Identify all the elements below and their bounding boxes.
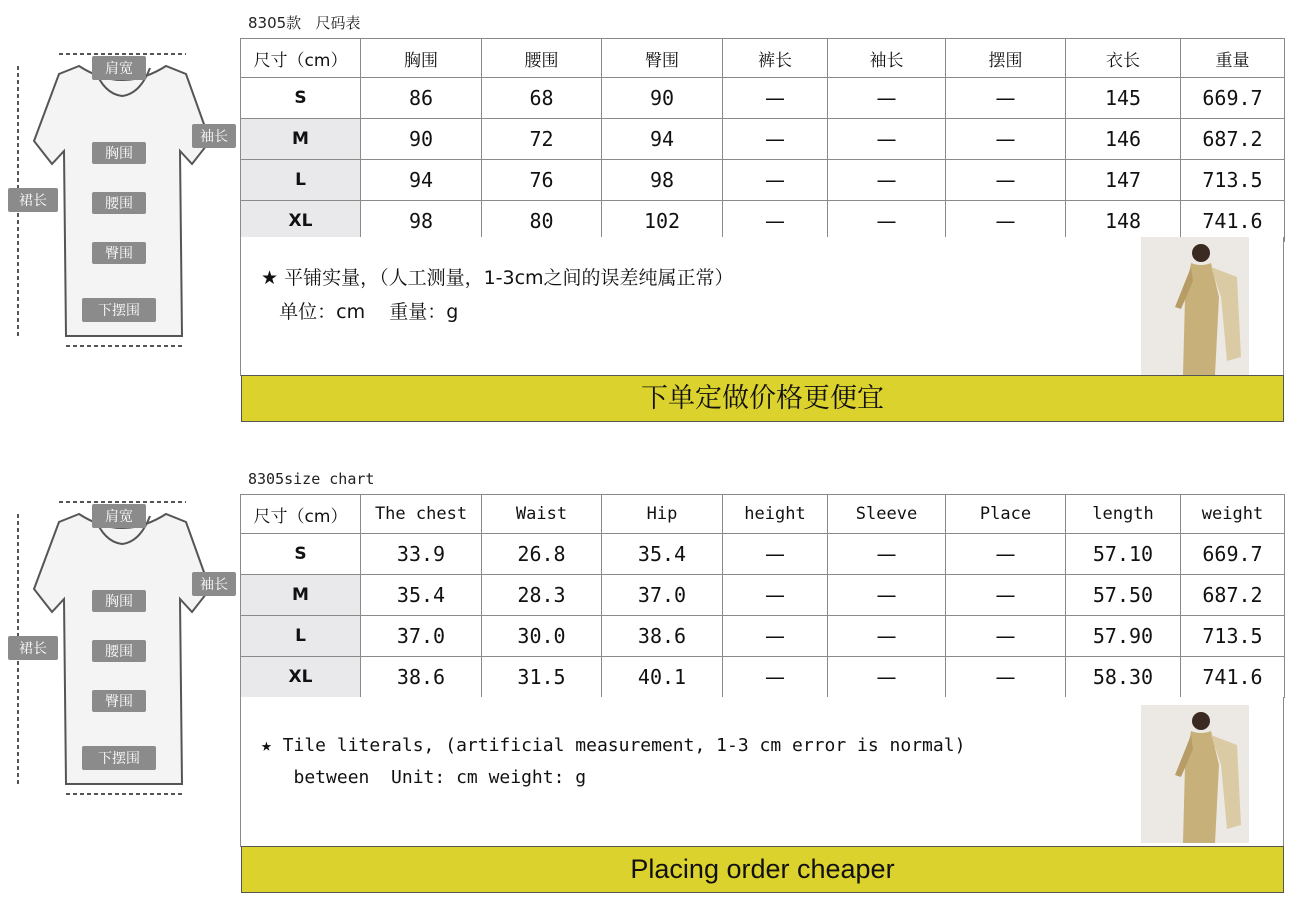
table-cell: 57.10 (1066, 534, 1181, 575)
size-cell: XL (241, 201, 361, 242)
table-cell: 86 (361, 78, 482, 119)
label-waist: 腰围 (105, 196, 133, 212)
cn-promo-banner: 下单定做价格更便宜 (241, 375, 1284, 422)
en-promo-banner: Placing order cheaper (241, 846, 1284, 893)
en-size-table (240, 494, 1285, 698)
en-note-line2: between Unit: cm weight: g (261, 767, 587, 788)
table-cell: 98 (602, 160, 723, 201)
table-cell: 33.9 (361, 534, 482, 575)
table-cell: 38.6 (361, 657, 482, 698)
label-hip: 臀围 (105, 246, 133, 262)
table-cell: — (723, 534, 828, 575)
table-cell: 37.0 (361, 616, 482, 657)
table-cell: — (946, 119, 1066, 160)
table-cell: 35.4 (602, 534, 723, 575)
table-cell: — (723, 119, 828, 160)
cn-note-line1: ★ 平铺实量，（人工测量，1-3cm之间的误差纯属正常） (261, 267, 734, 289)
table-row (241, 534, 1285, 575)
en-header-row (241, 495, 1285, 534)
size-cell: XL (241, 657, 361, 698)
label-waist: 腰围 (105, 644, 133, 660)
table-cell: 35.4 (361, 575, 482, 616)
table-row (241, 160, 1285, 201)
label-chest: 胸围 (105, 146, 133, 162)
col-header: height (723, 495, 828, 534)
col-header: 腰围 (482, 39, 602, 78)
label-shoulder: 肩宽 (105, 509, 133, 525)
table-cell: — (723, 575, 828, 616)
col-header: Sleeve (828, 495, 946, 534)
table-cell: 98 (361, 201, 482, 242)
table-cell: 72 (482, 119, 602, 160)
label-skirt-length: 裙长 (19, 641, 47, 657)
label-skirt-length: 裙长 (19, 193, 47, 209)
label-hem: 下摆围 (98, 751, 140, 767)
table-cell: — (828, 119, 946, 160)
table-cell: — (828, 160, 946, 201)
table-cell: — (723, 78, 828, 119)
size-cell: S (241, 534, 361, 575)
table-cell: 669.7 (1181, 534, 1285, 575)
table-cell: 687.2 (1181, 119, 1285, 160)
col-header: 臀围 (602, 39, 723, 78)
table-cell: — (946, 657, 1066, 698)
table-cell: 148 (1066, 201, 1181, 242)
table-cell: — (946, 616, 1066, 657)
table-cell: 37.0 (602, 575, 723, 616)
table-cell: 741.6 (1181, 201, 1285, 242)
col-header: 裤长 (723, 39, 828, 78)
table-row (241, 78, 1285, 119)
table-cell: — (946, 534, 1066, 575)
cn-header-row (241, 39, 1285, 78)
cn-note-line2: 单位：cm 重量：g (261, 301, 459, 323)
table-cell: 30.0 (482, 616, 602, 657)
col-header: 尺寸（cm） (241, 495, 361, 534)
col-header: The chest (361, 495, 482, 534)
table-cell: 94 (361, 160, 482, 201)
col-header: 摆围 (946, 39, 1066, 78)
cn-note-box (240, 237, 1284, 376)
table-cell: 58.30 (1066, 657, 1181, 698)
size-cell: L (241, 616, 361, 657)
col-header: 衣长 (1066, 39, 1181, 78)
en-chart-caption: 8305size chart (248, 470, 375, 488)
table-cell: 147 (1066, 160, 1181, 201)
dress-measurement-diagram (4, 46, 236, 356)
cn-size-chart-section (0, 0, 1300, 430)
table-cell: — (828, 534, 946, 575)
table-cell: 669.7 (1181, 78, 1285, 119)
col-header: 尺寸（cm） (241, 39, 361, 78)
table-cell: 741.6 (1181, 657, 1285, 698)
table-row (241, 119, 1285, 160)
table-cell: — (723, 616, 828, 657)
col-header: Place (946, 495, 1066, 534)
table-cell: 94 (602, 119, 723, 160)
table-cell: — (723, 201, 828, 242)
label-sleeve: 袖长 (200, 577, 228, 593)
table-cell: 31.5 (482, 657, 602, 698)
col-header: weight (1181, 495, 1285, 534)
table-cell: 28.3 (482, 575, 602, 616)
dress-measurement-diagram (4, 494, 236, 804)
table-cell: 38.6 (602, 616, 723, 657)
label-hem: 下摆围 (98, 303, 140, 319)
cn-size-table (240, 38, 1285, 242)
table-cell: — (946, 575, 1066, 616)
table-row (241, 575, 1285, 616)
en-size-chart-section (0, 456, 1300, 896)
table-cell: — (723, 657, 828, 698)
model-photo (1141, 705, 1249, 843)
table-cell: — (946, 201, 1066, 242)
size-cell: M (241, 575, 361, 616)
table-cell: 40.1 (602, 657, 723, 698)
en-note-box (240, 697, 1284, 847)
table-cell: — (723, 160, 828, 201)
cn-chart-caption: 8305款 尺码表 (248, 14, 361, 32)
label-chest: 胸围 (105, 594, 133, 610)
size-cell: S (241, 78, 361, 119)
label-shoulder: 肩宽 (105, 61, 133, 77)
table-cell: 713.5 (1181, 160, 1285, 201)
table-cell: — (828, 575, 946, 616)
table-cell: 102 (602, 201, 723, 242)
label-sleeve: 袖长 (200, 129, 228, 145)
en-note-line1: ★ Tile literals, (artificial measurement, 1-3 cm error is normal) (261, 735, 966, 756)
table-cell: 76 (482, 160, 602, 201)
table-cell: — (828, 616, 946, 657)
table-cell: 57.90 (1066, 616, 1181, 657)
size-cell: M (241, 119, 361, 160)
table-cell: 68 (482, 78, 602, 119)
table-cell: 90 (361, 119, 482, 160)
table-cell: — (828, 78, 946, 119)
col-header: Hip (602, 495, 723, 534)
size-cell: L (241, 160, 361, 201)
col-header: Waist (482, 495, 602, 534)
table-cell: 145 (1066, 78, 1181, 119)
table-cell: 146 (1066, 119, 1181, 160)
table-cell: 90 (602, 78, 723, 119)
model-photo (1141, 237, 1249, 375)
table-cell: — (946, 160, 1066, 201)
table-row (241, 657, 1285, 698)
table-cell: — (946, 78, 1066, 119)
table-row (241, 201, 1285, 242)
label-hip: 臀围 (105, 694, 133, 710)
table-cell: — (828, 657, 946, 698)
table-cell: 57.50 (1066, 575, 1181, 616)
table-row (241, 616, 1285, 657)
col-header: length (1066, 495, 1181, 534)
table-cell: 713.5 (1181, 616, 1285, 657)
col-header: 袖长 (828, 39, 946, 78)
table-cell: 80 (482, 201, 602, 242)
col-header: 重量 (1181, 39, 1285, 78)
table-cell: — (828, 201, 946, 242)
table-cell: 26.8 (482, 534, 602, 575)
table-cell: 687.2 (1181, 575, 1285, 616)
col-header: 胸围 (361, 39, 482, 78)
